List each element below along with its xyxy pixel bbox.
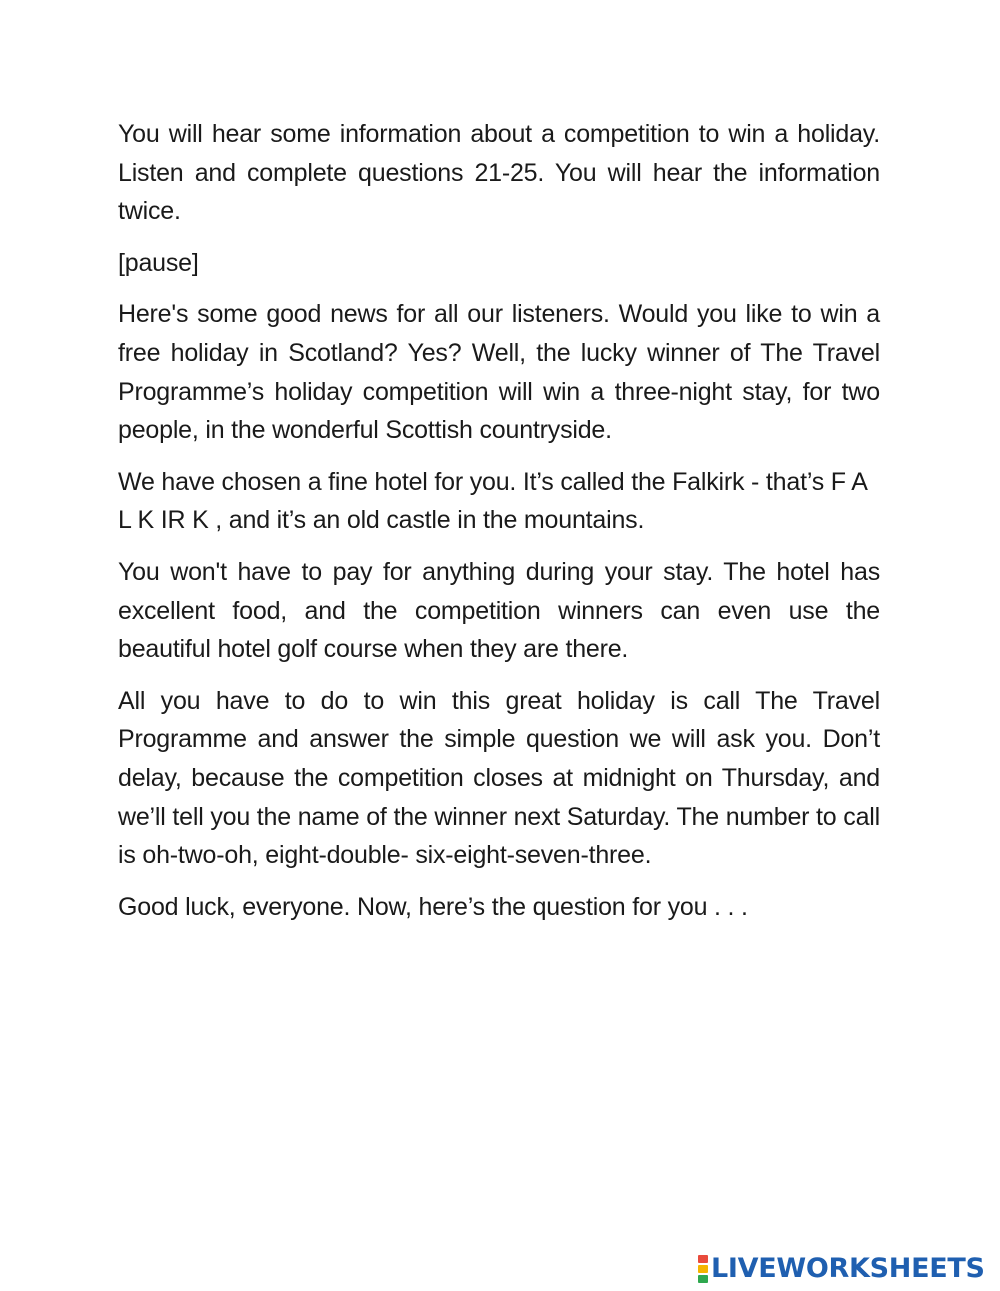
logo-mark-yellow: [698, 1265, 708, 1273]
transcript-body: [118, 115, 880, 939]
liveworksheets-logo: [698, 1254, 985, 1284]
paragraph-how-to-win: All you have to do to win this great holiday is call The Travel Programme and answer the simple question we will ask you. Don’t delay, because the competition closes at midnight on Thursday, and we’ll tell you the name of the winner next Saturday. The number to call is oh-two-oh, eight-double- six-eight-seven-three.: [118, 686, 880, 870]
paragraph-pause: [pause]: [118, 248, 199, 277]
logo-mark-red: [698, 1255, 708, 1263]
paragraph-good-luck: Good luck, everyone. Now, here’s the question for you . . .: [118, 892, 748, 921]
paragraph-instructions: You will hear some information about a competition to win a holiday. Listen and complete questions 21-25. You will hear the information twice.: [118, 120, 880, 226]
paragraph-good-news: Here's some good news for all our listeners. Would you like to win a free holiday in Scotland? Yes? Well, the lucky winner of The Travel Programme’s holiday competition will win a three-night stay, for two people, in the wonderful Scottish countryside.: [118, 300, 880, 445]
paragraph-stay: You won't have to pay for anything during your stay. The hotel has excellent food, and the competition winners can even use the beautiful hotel golf course when they are there.: [118, 557, 880, 664]
logo-text: LIVEWORKSHEETS: [711, 1253, 985, 1284]
logo-mark-green: [698, 1275, 708, 1283]
paragraph-hotel: We have chosen a fine hotel for you. It’s called the Falkirk - that’s F A L K IR K , and it’s an old castle in the mountains.: [118, 467, 867, 535]
logo-mark-icon: [698, 1255, 708, 1283]
